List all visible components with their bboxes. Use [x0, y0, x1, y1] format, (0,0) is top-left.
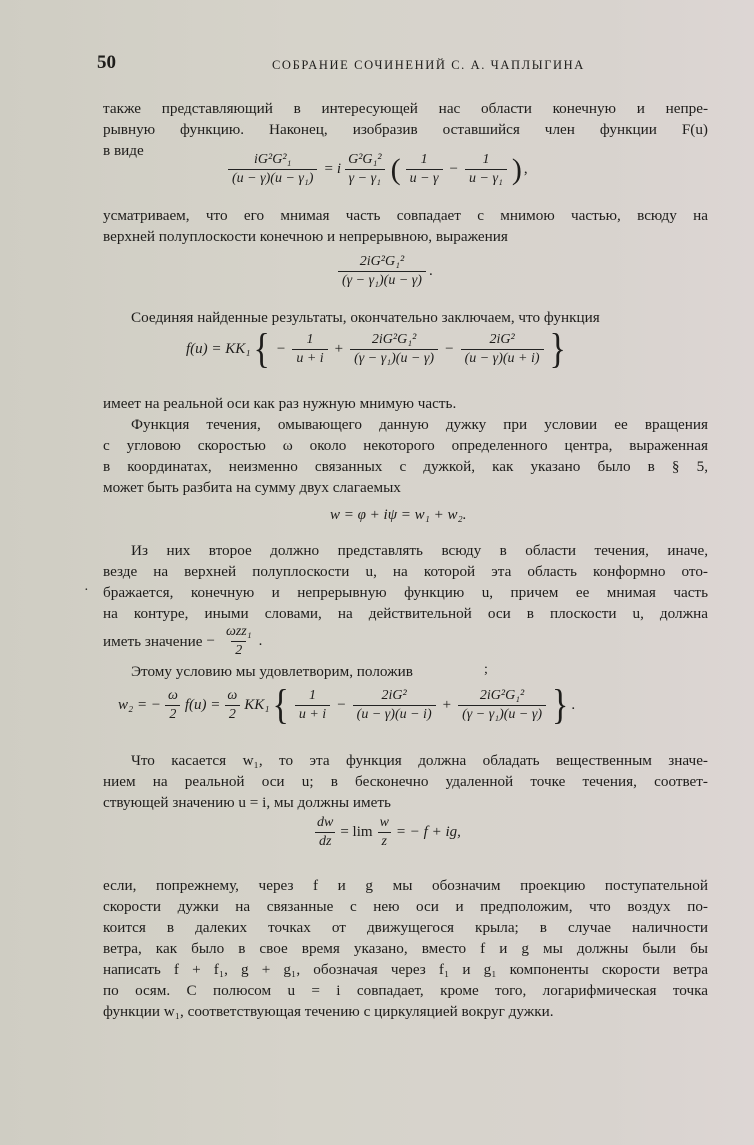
fraction: $\frac{\text{2iG²G₁²}}{\text{(γ − γ₁)(u − γ)}}$ [350, 332, 438, 367]
text-line: Соединяя найденные результаты, окончательно заключаем, что функция [131, 309, 600, 326]
open-brace: { [253, 325, 270, 372]
text-line: имеет на реальной оси как раз нужную мнимую часть. [103, 395, 457, 412]
text-line: с угловою скоростью ω около некоторого определенного центра, выраженная [103, 437, 708, 454]
fraction: $\frac{1}{u + i}$ [292, 332, 327, 367]
formula-partial-fractions: $\frac{\text{iG²G²₁}}{\text{(u − γ)(u − γ₁)}}$ = i $\frac{\text{G²G₁²}}{\text{γ − γ₁}}$ ( $\frac{1}{u - \gamma}$ − $\frac{1}{\text{u − γ₁}}$ ) , [225, 152, 528, 187]
stray-mark: ; [484, 662, 488, 677]
text-line: Этому условию мы удовлетворим, положив [131, 663, 413, 680]
fraction: $\frac{\text{2iG²}}{(u - \gamma)(u + i)}$ [461, 332, 544, 367]
text-line: усматриваем, что его мнимая часть совпадает с мнимою частью, всюду на [103, 207, 708, 224]
text-line: Из них второе должно представлять всюду в области течения, иначе, [131, 542, 708, 559]
text-line: Что касается w₁, то эта функция должна обладать вещественным значе- [131, 752, 708, 769]
open-brace: { [272, 681, 289, 728]
fraction: $\frac{\text{ωzz₁}}{2}$ [225, 624, 252, 658]
fraction: $\frac{\text{2iG²G₁²}}{\text{(γ − γ₁)(u − γ)}}$ [338, 254, 426, 289]
running-title: СОБРАНИЕ СОЧИНЕНИЙ С. А. ЧАПЛЫГИНА [272, 58, 585, 72]
text-line: может быть разбита на сумму двух слагаемых [103, 479, 401, 496]
formula-imaginary-part: $\frac{\text{2iG²G₁²}}{\text{(γ − γ₁)(u − γ)}}$ . [335, 254, 433, 289]
text-line: везде на верхней полуплоскости u, на которой эта область конформно ото- [103, 563, 708, 580]
fraction: $\frac{\text{2iG²G₁²}}{\text{(γ − γ₁)(u − γ)}}$ [458, 688, 546, 723]
formula-f-of-u: f(u) = KK₁ { − $\frac{1}{u + i}$ + $\frac{\text{2iG²G₁²}}{\text{(γ − γ₁)(u − γ)}}$ − $\frac{\text{2iG²}}{(u - \gamma)(u + i)}$ } [186, 325, 566, 372]
formula-w-sum: w = φ + iψ = w₁ + w₂. [330, 507, 467, 523]
fraction: $\frac{dw}{dz}$ [313, 815, 337, 850]
fraction: $\frac{\text{iG²G²₁}}{\text{(u − γ)(u − γ₁)}}$ [228, 152, 317, 187]
text-line: коится в далеких точках от движущегося крыла; в случае наличности [103, 919, 708, 936]
text-line: функции w₁, соответствующая течению с циркуляцией вокруг дужки. [103, 1003, 554, 1020]
close-brace: } [549, 325, 566, 372]
open-paren: ( [390, 152, 401, 186]
fraction: $\frac{1}{\text{u − γ₁}}$ [465, 152, 507, 187]
formula-boundary-value: иметь значение − $\frac{\text{ωzz₁}}{2}$ . [103, 624, 263, 658]
text-line: если, попрежнему, через f и g мы обозначим проекцию поступательной [103, 877, 708, 894]
page-header [97, 52, 697, 76]
fraction: $\frac{\text{G²G₁²}}{\text{γ − γ₁}}$ [344, 152, 385, 187]
fraction: $\frac{\text{2iG²}}{(u - \gamma)(u - i)}$ [353, 688, 436, 723]
text-line: Функция течения, омывающего данную дужку при условии ее вращения [131, 416, 708, 433]
text-line: в виде [103, 142, 144, 159]
page-number: 50 [97, 52, 116, 73]
fraction: $\frac{\omega}{2}$ [223, 688, 241, 723]
text-line: верхней полуплоскости конечною и непрерывною, выражения [103, 228, 508, 245]
text-line: бражается, конечную и непрерывную функцию u, причем ее мнимая часть [103, 584, 708, 601]
text-line: нием на реальной оси u; в бесконечно удаленной точке течения, соответ- [103, 773, 708, 790]
formula-derivative-limit: $\frac{dw}{dz}$ = lim $\frac{w}{z}$ = − f + ig, [310, 815, 461, 850]
text-line: в координатах, неизменно связанных с дужкой, как указано было в § 5, [103, 458, 708, 475]
text-line: скорости дужки на связанные с нею оси и предположим, что воздух по- [103, 898, 708, 915]
fraction: $\frac{\omega}{2}$ [164, 688, 182, 723]
fraction: $\frac{1}{u + i}$ [295, 688, 330, 723]
formula-w2: w₂ = − $\frac{\omega}{2}$ f(u) = $\frac{\omega}{2}$ KK₁ { $\frac{1}{u + i}$ − $\frac{\text{2iG²}}{(u - \gamma)(u - i)}$ + $\frac{\text{2iG²G₁²}}{\text{(γ − γ₁)(u − γ)}}$ } . [118, 681, 576, 728]
fraction: $\frac{w}{z}$ [376, 815, 393, 850]
margin-dot: · [84, 583, 89, 598]
text-line: по осям. С полюсом u = i совпадает, кроме того, логарифмическая точка [103, 982, 708, 999]
text-line: написать f + f₁, g + g₁, обозначая через f₁ и g₁ компоненты скорости ветра [103, 961, 708, 978]
text-line: на контуре, иными словами, на действительной оси в плоскости u, должна [103, 605, 708, 622]
text-line: ветра, как было в свое время указано, вместо f и g мы должны были бы [103, 940, 708, 957]
text-line: ствующей значению u = i, мы должны иметь [103, 794, 391, 811]
text-line: также представляющий в интересующей нас области конечную и непре- [103, 100, 708, 117]
fraction: $\frac{1}{u - \gamma}$ [406, 152, 443, 187]
close-paren: ) [511, 152, 522, 186]
close-brace: } [552, 681, 569, 728]
text-line: рывную функцию. Наконец, изобразив оставшийся член функции F(u) [103, 121, 708, 138]
